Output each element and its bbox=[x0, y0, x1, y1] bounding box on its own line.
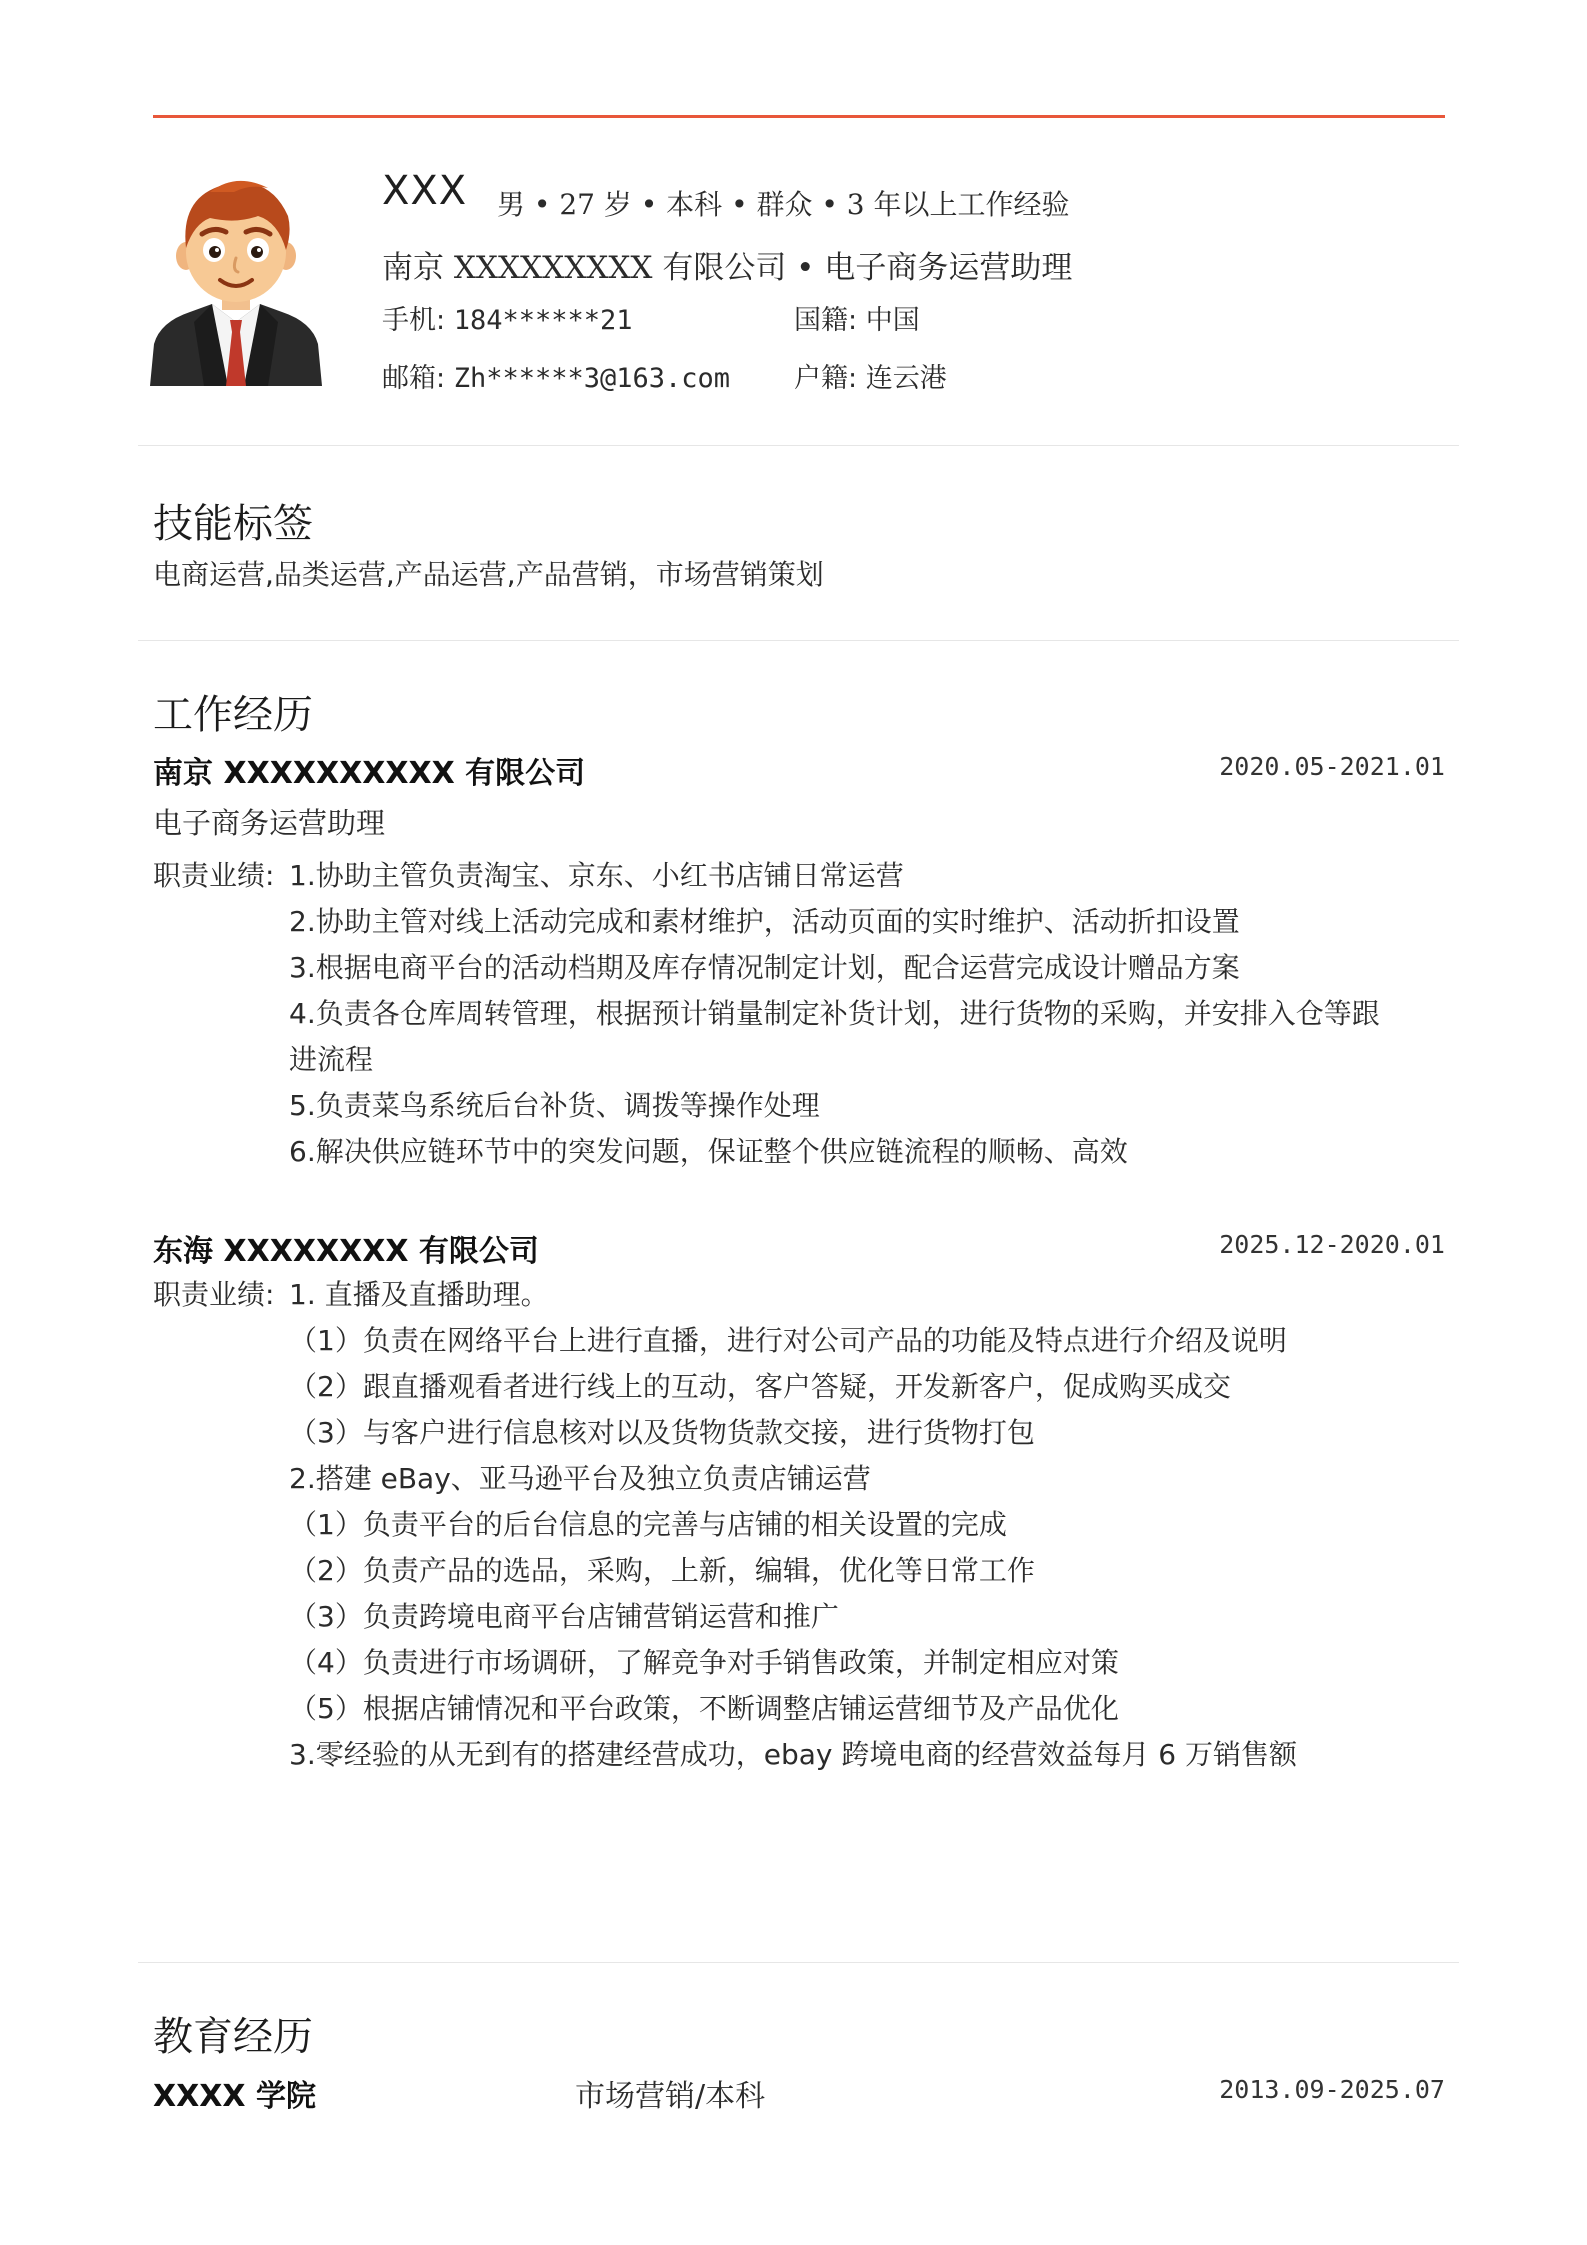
duty-item: （1）负责平台的后台信息的完善与店铺的相关设置的完成 bbox=[289, 1508, 1007, 1541]
job-company: 东海 XXXXXXXX 有限公司 bbox=[153, 1234, 539, 1269]
skills-content: 电商运营,品类运营,产品运营,产品营销，市场营销策划 bbox=[153, 558, 824, 591]
education-title: 教育经历 bbox=[153, 2014, 313, 2060]
hukou-label: 户籍: bbox=[794, 363, 858, 394]
duty-list bbox=[289, 1272, 1297, 1778]
duty-item: 5.负责菜鸟系统后台补货、调拨等操作处理 bbox=[289, 1089, 820, 1122]
job-date: 2025.12-2020.01 bbox=[1219, 1230, 1445, 1259]
education-date: 2013.09-2025.07 bbox=[1219, 2075, 1445, 2104]
profile-name: XXX bbox=[382, 168, 468, 214]
phone-label: 手机: bbox=[382, 305, 446, 336]
profile-basic-info: 男 • 27 岁 • 本科 • 群众 • 3 年以上工作经验 bbox=[497, 188, 1070, 221]
phone-value: 184******21 bbox=[453, 305, 633, 336]
duty-label: 职责业绩: bbox=[153, 859, 275, 892]
education-school: XXXX 学院 bbox=[153, 2079, 316, 2114]
duty-item: （2）负责产品的选品，采购，上新，编辑，优化等日常工作 bbox=[289, 1554, 1035, 1587]
duty-item: 2.协助主管对线上活动完成和素材维护，活动页面的实时维护、活动折扣设置 bbox=[289, 905, 1240, 938]
duty-item: 4.负责各仓库周转管理，根据预计销量制定补货计划，进行货物的采购，并安排入仓等跟 bbox=[289, 997, 1380, 1030]
work-title: 工作经历 bbox=[153, 692, 313, 738]
duty-item: 3.零经验的从无到有的搭建经营成功，ebay 跨境电商的经营效益每月 6 万销售额 bbox=[289, 1738, 1297, 1771]
duty-list bbox=[289, 853, 1380, 1175]
nationality-row bbox=[794, 298, 920, 337]
job-date: 2020.05-2021.01 bbox=[1219, 752, 1445, 781]
duty-label: 职责业绩: bbox=[153, 1278, 275, 1311]
education-major: 市场营销/本科 bbox=[575, 2079, 766, 2114]
job-position: 电子商务运营助理 bbox=[153, 806, 386, 840]
hukou-row bbox=[794, 356, 947, 395]
nationality-value: 中国 bbox=[865, 305, 920, 336]
duty-item: （2）跟直播观看者进行线上的互动，客户答疑，开发新客户，促成购买成交 bbox=[289, 1370, 1231, 1403]
job-company: 南京 XXXXXXXXXX 有限公司 bbox=[153, 756, 586, 791]
duty-item: 进流程 bbox=[289, 1043, 374, 1076]
duty-item: （3）负责跨境电商平台店铺营销运营和推广 bbox=[289, 1600, 839, 1633]
divider bbox=[138, 1962, 1459, 1963]
email-value: Zh******3@163.com bbox=[453, 363, 731, 394]
duty-item: 3.根据电商平台的活动档期及库存情况制定计划，配合运营完成设计赠品方案 bbox=[289, 951, 1240, 984]
avatar bbox=[150, 172, 322, 386]
duty-item: （5）根据店铺情况和平台政策，不断调整店铺运营细节及产品优化 bbox=[289, 1692, 1119, 1725]
header-accent-line bbox=[153, 115, 1445, 118]
email-row bbox=[382, 356, 730, 395]
divider bbox=[138, 640, 1459, 641]
duty-item: （1）负责在网络平台上进行直播，进行对公司产品的功能及特点进行介绍及说明 bbox=[289, 1324, 1287, 1357]
duty-item: （3）与客户进行信息核对以及货物货款交接，进行货物打包 bbox=[289, 1416, 1035, 1449]
divider bbox=[138, 445, 1459, 446]
duty-item: 1.协助主管负责淘宝、京东、小红书店铺日常运营 bbox=[289, 859, 904, 892]
duty-item: 2.搭建 eBay、亚马逊平台及独立负责店铺运营 bbox=[289, 1462, 871, 1495]
skills-title: 技能标签 bbox=[153, 501, 313, 547]
nationality-label: 国籍: bbox=[794, 305, 858, 336]
email-label: 邮箱: bbox=[382, 363, 446, 394]
duty-item: （4）负责进行市场调研，了解竞争对手销售政策，并制定相应对策 bbox=[289, 1646, 1119, 1679]
duty-item: 6.解决供应链环节中的突发问题，保证整个供应链流程的顺畅、高效 bbox=[289, 1135, 1128, 1168]
profile-current-job: 南京 XXXXXXXXX 有限公司 • 电子商务运营助理 bbox=[382, 250, 1073, 286]
hukou-value: 连云港 bbox=[865, 363, 947, 394]
phone-row bbox=[382, 298, 633, 337]
duty-item: 1. 直播及直播助理。 bbox=[289, 1278, 549, 1311]
